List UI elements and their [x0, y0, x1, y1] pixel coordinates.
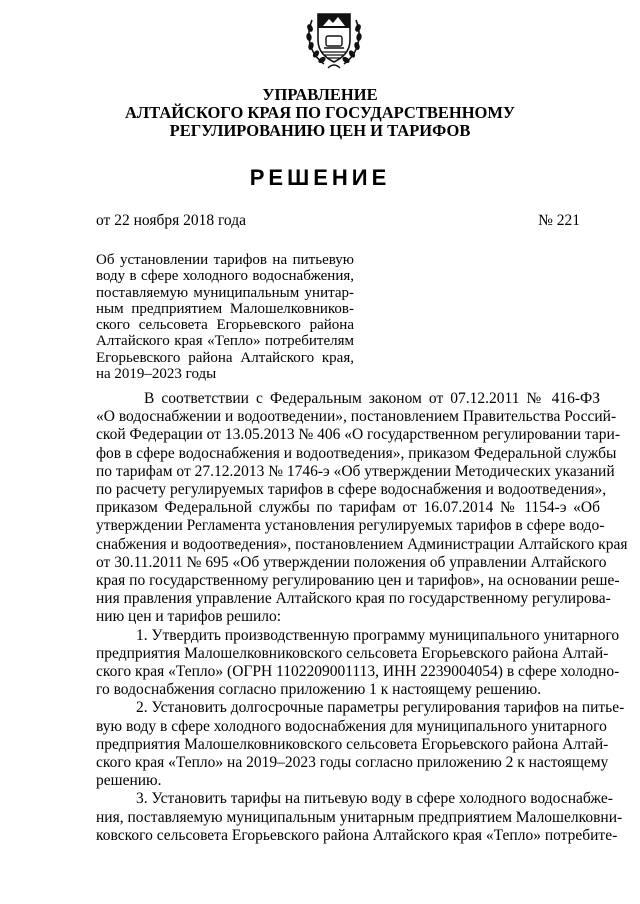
body-line: 2. Установить долгосрочные параметры регулирования тарифов на питье- [136, 699, 625, 717]
agency-name-line-2: АЛТАЙСКОГО КРАЯ ПО ГОСУДАРСТВЕННОМУ [124, 103, 516, 122]
subject-line: ского сельсовета Егорьевского района [96, 317, 354, 334]
body-line: В соответствии с Федеральным законом от 07.12.2011 № 416-ФЗ [144, 390, 600, 407]
body-line: ской Федерации от 13.05.2013 № 406 «О государственном регулировании тари- [96, 426, 620, 444]
body-line: нию цен и тарифов решило: [96, 608, 282, 626]
body-line: утверждении Регламента установления регулируемых тарифов в сфере водо- [96, 517, 605, 535]
document-date: от 22 ноября 2018 года [96, 212, 247, 229]
subject-line: Об установлении тарифов на питьевую [96, 252, 354, 268]
body-line: ния, поставляемую муниципальным унитарным предприятием Малошелковни- [96, 808, 623, 826]
body-line: предприятия Малошелковниковского сельсовета Егорьевского района Алтай- [96, 735, 609, 753]
body-line: решению. [96, 772, 162, 790]
body-line: края по государственному регулированию цен и тарифов», на основании реше- [96, 572, 620, 590]
body-line: ковского сельсовета Егорьевского района Алтайского края «Тепло» потребите- [96, 826, 618, 844]
document-title: РЕШЕНИЕ [249, 165, 391, 190]
agency-name-line-3: РЕГУЛИРОВАНИЮ ЦЕН И ТАРИФОВ [169, 121, 471, 140]
document-body [96, 390, 628, 845]
subject-line: поставляемую муниципальным унитар- [96, 284, 354, 301]
body-line: ского края «Тепло» на 2019–2023 годы согласно приложению 2 к настоящему [96, 754, 609, 772]
subject-line: Егорьевского района Алтайского края, [96, 349, 354, 366]
body-line: 1. Утвердить производственную программу муниципального унитарного [136, 626, 620, 644]
body-line: го водоснабжения согласно приложению 1 к настоящему решению. [96, 681, 542, 699]
altai-krai-coat-of-arms-icon [302, 6, 366, 72]
body-line: ского края «Тепло» (ОГРН 1102209001113, ИНН 2239004054) в сфере холодно- [96, 663, 620, 681]
body-line: по тарифам от 27.12.2013 № 1746-э «Об утверждении Методических указаний [96, 462, 615, 480]
document-subject [96, 252, 354, 382]
body-line: от 30.11.2011 № 695 «Об утверждении положения об управлении Алтайского [96, 553, 607, 571]
body-line: по расчету регулируемых тарифов в сфере водоснабжения и водоотведения», [96, 481, 607, 499]
subject-line: ным предприятием Малошелковников- [96, 300, 354, 317]
body-line: фов в сфере водоснабжения и водоотведения», приказом Федеральной службы [96, 444, 617, 462]
body-line: «О водоснабжении и водоотведении», постановлением Правительства Россий- [96, 408, 617, 426]
subject-line: Алтайского края «Тепло» потребителям [96, 333, 354, 350]
body-line: ния правления управление Алтайского края по государственному регулирова- [96, 590, 611, 608]
document-number: № 221 [538, 212, 580, 229]
body-line: снабжения и водоотведения», постановлением Администрации Алтайского края [96, 535, 628, 553]
agency-name-line-1: УПРАВЛЕНИЕ [262, 85, 378, 104]
subject-line: на 2019–2023 годы [96, 366, 217, 383]
subject-line: воду в сфере холодного водоснабжения, [96, 268, 354, 285]
body-line: приказом Федеральной службы по тарифам от 16.07.2014 № 1154-э «Об [96, 499, 600, 517]
body-line: вую воду в сфере холодного водоснабжения для муниципального унитарного [96, 717, 607, 735]
body-line: 3. Установить тарифы на питьевую воду в сфере холодного водоснабже- [136, 790, 613, 808]
body-line: предприятия Малошелковниковского сельсовета Егорьевского района Алтай- [96, 644, 609, 662]
